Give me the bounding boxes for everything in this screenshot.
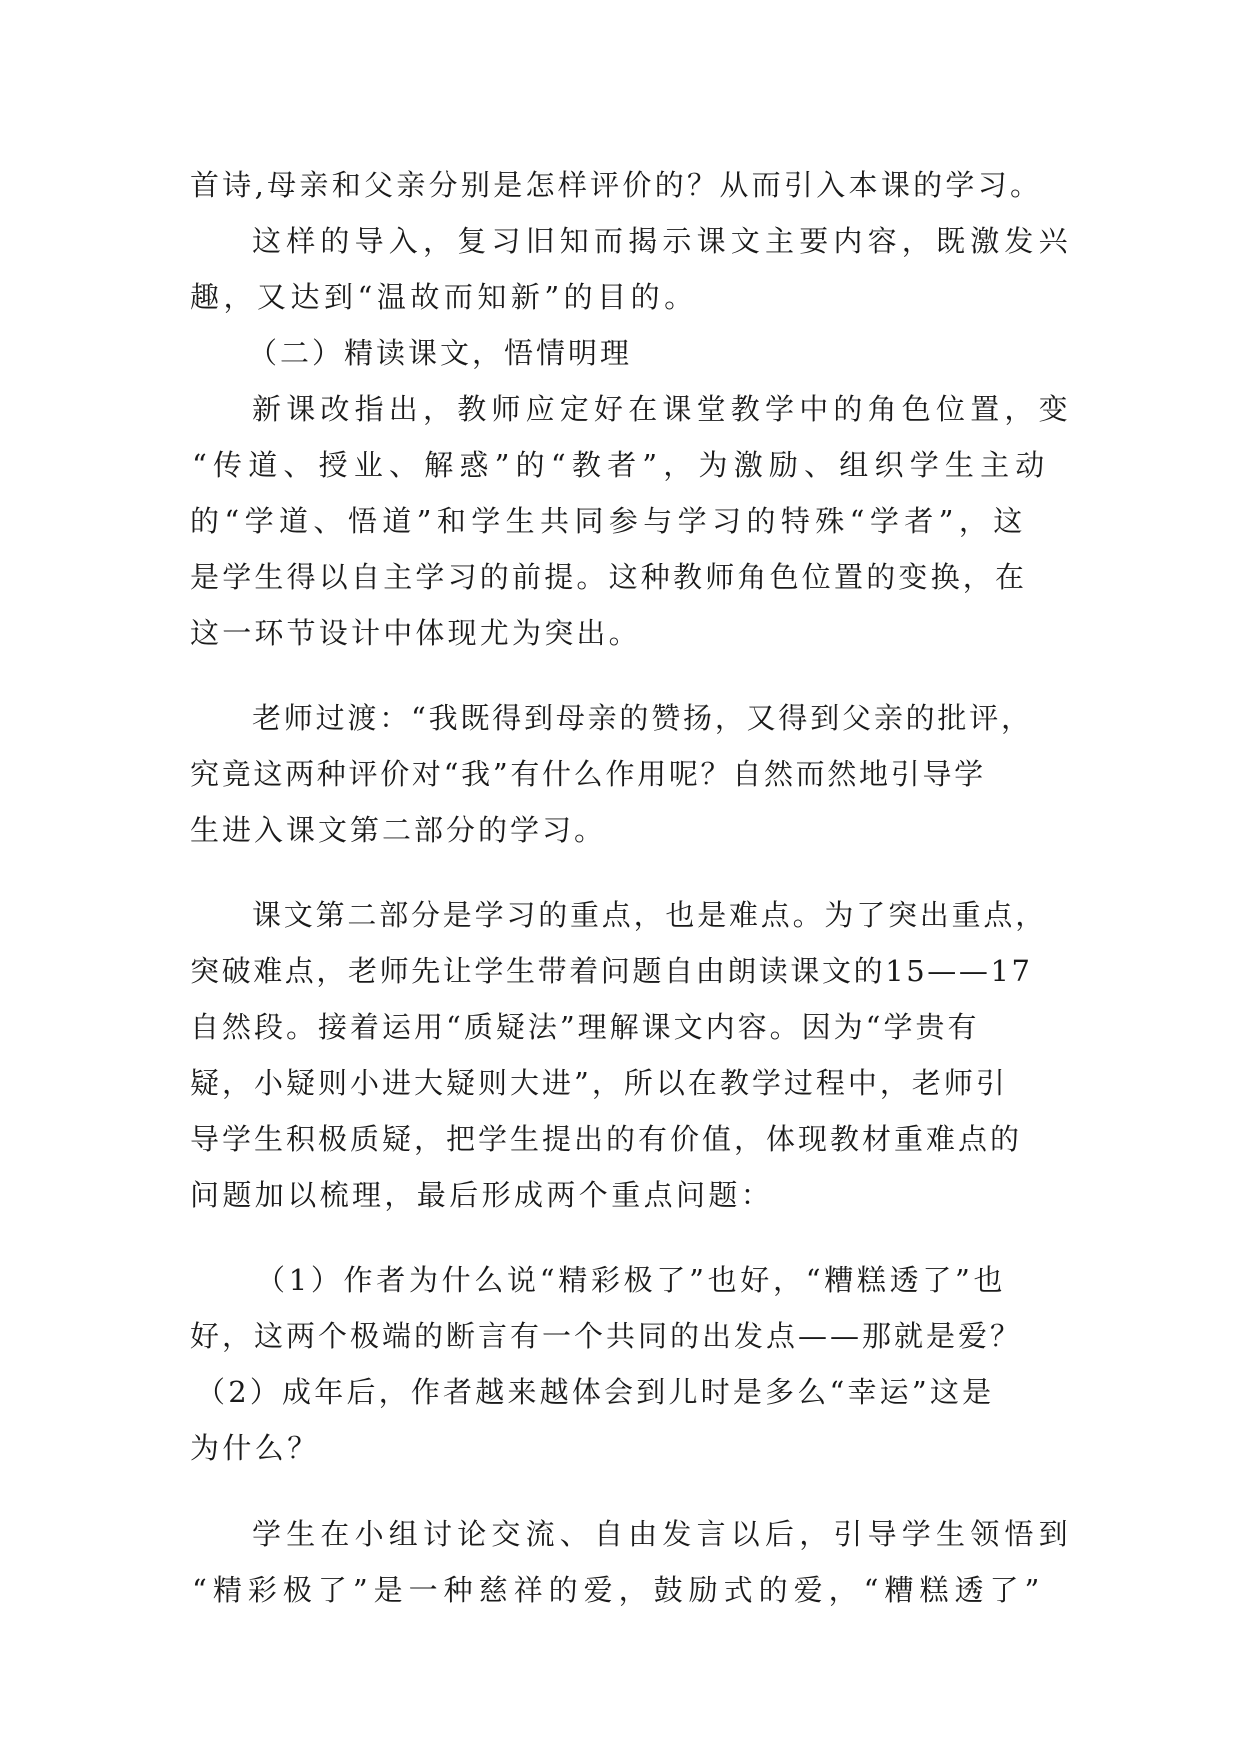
text-line: 导学生积极质疑，把学生提出的有价值，体现教材重难点的 bbox=[190, 1122, 1023, 1156]
text-line: 好，这两个极端的断言有一个共同的出发点——那就是爱？ bbox=[190, 1319, 1023, 1353]
text-line: “传道、授业、解惑”的“教者”，为激励、组织学生主动 bbox=[192, 448, 1051, 482]
text-line: 学生在小组讨论交流、自由发言以后，引导学生领悟到 bbox=[252, 1517, 1073, 1551]
text-line: 究竟这两种评价对“我”有什么作用呢？自然而然地引导学 bbox=[190, 757, 986, 791]
text-line: 生进入课文第二部分的学习。 bbox=[190, 813, 607, 847]
text-line: 新课改指出，教师应定好在课堂教学中的角色位置，变 bbox=[252, 392, 1073, 426]
text-line: 是学生得以自主学习的前提。这种教师角色位置的变换，在 bbox=[190, 560, 1028, 594]
text-line: 老师过渡：“我既得到母亲的赞扬，又得到父亲的批评， bbox=[252, 701, 1033, 735]
text-line: 首诗,母亲和父亲分别是怎样评价的？从而引入本课的学习。 bbox=[190, 168, 1043, 202]
list-item: （1）作者为什么说“精彩极了”也好，“糟糕透了”也 bbox=[256, 1263, 1007, 1297]
text-line: 疑，小疑则小进大疑则大进”，所以在教学过程中，老师引 bbox=[190, 1066, 1008, 1100]
text-line: 的“学道、悟道”和学生共同参与学习的特殊“学者”，这 bbox=[190, 504, 1028, 538]
list-item: （2）成年后，作者越来越体会到儿时是多么“幸运”这是 bbox=[196, 1375, 995, 1409]
text-line: 问题加以梳理，最后形成两个重点问题： bbox=[190, 1178, 774, 1212]
text-line: 自然段。接着运用“质疑法”理解课文内容。因为“学贵有 bbox=[190, 1010, 980, 1044]
text-line: 这样的导入，复习旧知而揭示课文主要内容，既激发兴 bbox=[252, 224, 1073, 258]
text-line: “精彩极了”是一种慈祥的爱，鼓励式的爱，“糟糕透了” bbox=[192, 1573, 1046, 1607]
text-line: 课文第二部分是学习的重点，也是难点。为了突出重点， bbox=[252, 898, 1048, 932]
text-line: 突破难点，老师先让学生带着问题自由朗读课文的15——17 bbox=[190, 954, 1033, 988]
section-heading: （二）精读课文，悟情明理 bbox=[248, 336, 633, 370]
text-line: 这一环节设计中体现尤为突出。 bbox=[190, 616, 641, 650]
text-line: 为什么？ bbox=[190, 1431, 320, 1465]
text-line: 趣，又达到“温故而知新”的目的。 bbox=[190, 280, 698, 314]
